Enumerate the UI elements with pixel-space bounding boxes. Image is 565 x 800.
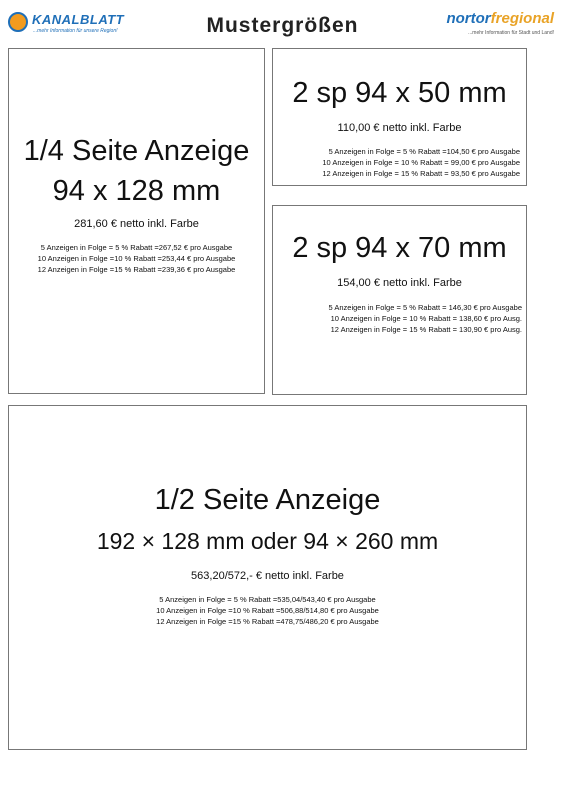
ad-price: 563,20/572,- € netto inkl. Farbe [191,570,344,582]
ad-price: 281,60 € netto inkl. Farbe [74,218,199,230]
nortorfregional-logo [432,8,562,42]
ad-size: 192 × 128 mm oder 94 × 260 mm [96,528,439,554]
ad-title: 1/4 Seite Anzeige [23,135,250,167]
ad-box-2sp-50 [272,48,527,186]
discount-line: 5 Anzeigen in Folge = 5 % Rabatt =104,50 € pro Ausgabe [328,147,520,156]
discount-line: 12 Anzeigen in Folge =15 % Rabatt =239,36 € pro Ausgabe [37,265,236,274]
discount-line: 12 Anzeigen in Folge = 15 % Rabatt = 93,50 € pro Ausgabe [322,169,520,178]
discount-line: 5 Anzeigen in Folge = 5 % Rabatt =267,52 € pro Ausgabe [40,243,233,252]
ad-box-2sp-70 [272,205,527,395]
ad-price: 110,00 € netto inkl. Farbe [337,122,462,134]
ad-price: 154,00 € netto inkl. Farbe [337,277,462,289]
discount-line: 10 Anzeigen in Folge = 10 % Rabatt = 138,60 € pro Ausg. [330,314,522,323]
ad-discounts [9,594,526,627]
discount-line: 10 Anzeigen in Folge = 10 % Rabatt = 99,00 € pro Ausgabe [322,158,520,167]
discount-line: 12 Anzeigen in Folge = 15 % Rabatt = 130,90 € pro Ausg. [330,325,522,334]
discount-line: 12 Anzeigen in Folge =15 % Rabatt =478,75/486,20 € pro Ausgabe [156,617,379,626]
discount-line: 10 Anzeigen in Folge =10 % Rabatt =253,44 € pro Ausgabe [37,254,236,263]
ad-title: 2 sp 94 x 50 mm [292,77,507,109]
nortorfregional-logo-name-part-b: fregional [490,10,554,27]
discount-line: 10 Anzeigen in Folge =10 % Rabatt =506,88/514,80 € pro Ausgabe [156,606,379,615]
ad-title: 2 sp 94 x 70 mm [292,232,507,264]
ad-discounts [273,302,526,335]
nortorfregional-logo-name [446,10,554,27]
nortorfregional-logo-name-part-a: nortor [446,10,491,27]
ad-box-half-page [8,405,527,750]
ad-box-quarter-page [8,48,265,394]
ad-size: 94 x 128 mm [52,175,221,207]
kanalblatt-logo-tagline: ...mehr Information für unsere Region! [33,28,118,34]
ad-discounts [273,146,526,179]
kanalblatt-logo-name: KANALBLATT [32,12,125,27]
ad-title: 1/2 Seite Anzeige [154,484,381,516]
page-title: Mustergrößen [206,14,359,37]
discount-line: 5 Anzeigen in Folge = 5 % Rabatt =535,04/543,40 € pro Ausgabe [159,595,376,604]
discount-line: 5 Anzeigen in Folge = 5 % Rabatt = 146,30 € pro Ausgabe [328,303,522,312]
ad-discounts [9,242,264,275]
nortorfregional-logo-tagline: ...mehr Information für Stadt und Land! [468,30,554,36]
